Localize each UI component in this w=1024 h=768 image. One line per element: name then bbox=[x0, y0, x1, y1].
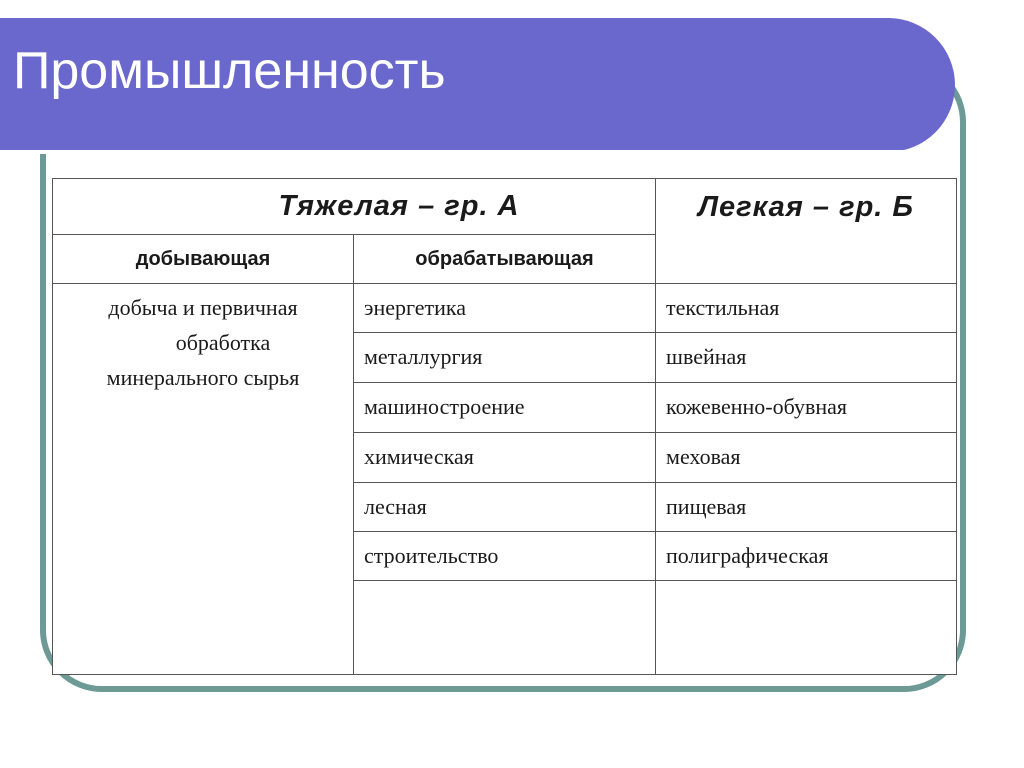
processing-cell bbox=[354, 581, 656, 675]
title-underline bbox=[0, 150, 905, 154]
desc-line: минерального сырья bbox=[106, 365, 300, 390]
table-row bbox=[53, 284, 957, 333]
processing-cell: энергетика bbox=[354, 284, 656, 333]
title-bar bbox=[0, 18, 955, 152]
processing-cell: химическая bbox=[354, 433, 656, 483]
processing-cell: машиностроение bbox=[354, 383, 656, 433]
light-cell: кожевенно-обувная bbox=[656, 383, 957, 433]
extracting-description bbox=[53, 284, 354, 675]
light-cell: полиграфическая bbox=[656, 532, 957, 581]
heavy-industry-header: Тяжелая – гр. А bbox=[53, 179, 656, 235]
desc-line: обработка bbox=[175, 330, 271, 355]
light-cell: текстильная bbox=[656, 284, 957, 333]
processing-cell: металлургия bbox=[354, 333, 656, 383]
light-cell: меховая bbox=[656, 433, 957, 483]
processing-cell: лесная bbox=[354, 483, 656, 532]
light-cell: пищевая bbox=[656, 483, 957, 532]
desc-line: добыча и первичная bbox=[108, 295, 298, 320]
slide-title: Промышленность bbox=[13, 42, 446, 100]
light-cell bbox=[656, 581, 957, 675]
light-cell: швейная bbox=[656, 333, 957, 383]
light-industry-header: Легкая – гр. Б bbox=[656, 179, 957, 284]
processing-cell: строительство bbox=[354, 532, 656, 581]
industry-table bbox=[52, 178, 957, 675]
extracting-header: добывающая bbox=[53, 235, 354, 284]
processing-header: обрабатывающая bbox=[354, 235, 656, 284]
